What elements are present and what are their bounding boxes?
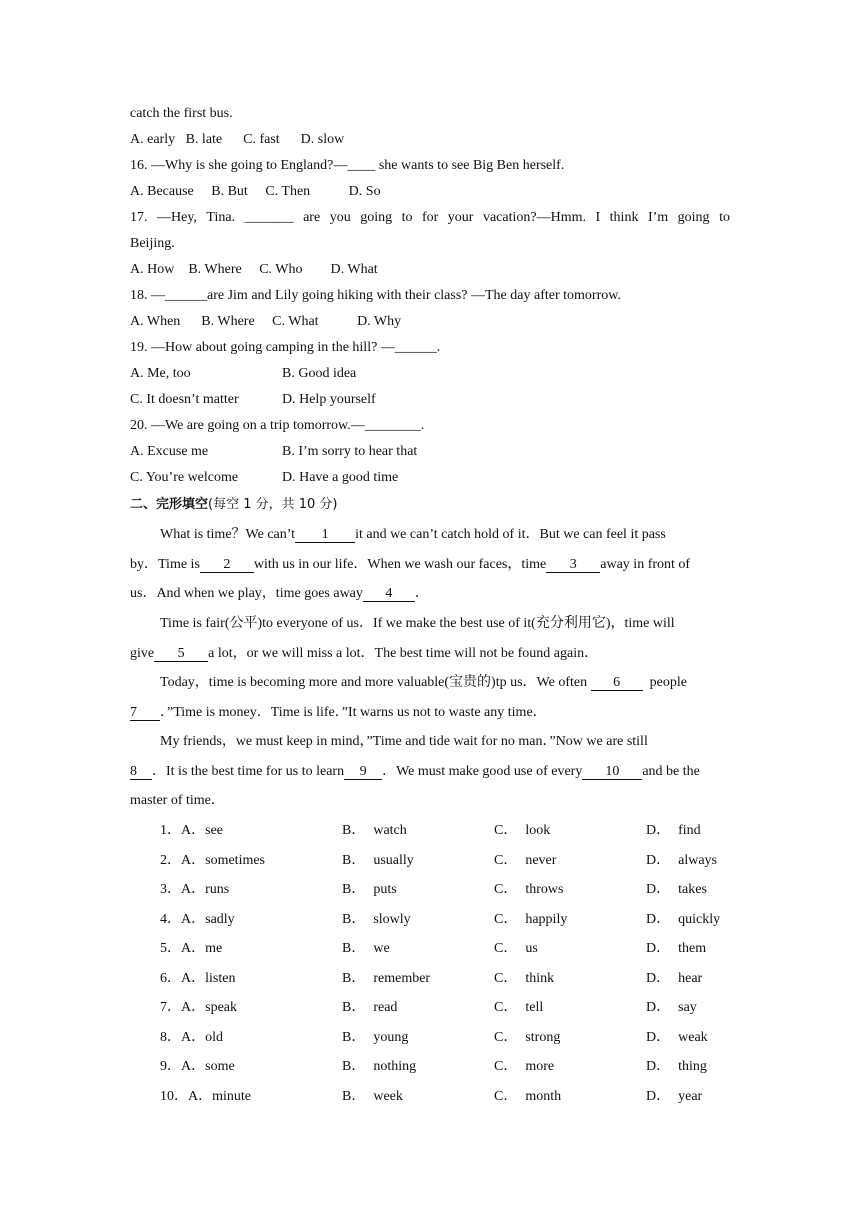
- option-text: watch: [373, 823, 407, 838]
- option-number: 5．A．: [160, 941, 206, 956]
- option-9-d: [646, 1058, 707, 1076]
- q20-option-a: A. Excuse me: [130, 444, 209, 459]
- blank-2: 2: [200, 557, 254, 573]
- q15-options: A. early B. late C. fast D. slow: [130, 132, 345, 147]
- section-note: (每空 1 分，共 10 分): [208, 497, 338, 512]
- blank-7: 7: [130, 705, 160, 721]
- option-letter: D．: [646, 912, 671, 927]
- option-8-b: [342, 1029, 408, 1047]
- passage-text: by．Time is: [130, 557, 200, 572]
- q17-stem: [130, 209, 730, 227]
- q17-word: I: [595, 210, 601, 225]
- option-10-c: [494, 1088, 561, 1106]
- option-1-a: [160, 822, 223, 840]
- passage-line-10: master of time．: [130, 793, 225, 808]
- passage-line-6: [130, 674, 730, 692]
- option-letter: B．: [342, 1089, 366, 1104]
- option-9-c: [494, 1058, 554, 1076]
- option-number: 8．A．: [160, 1030, 206, 1045]
- option-text: puts: [373, 882, 397, 897]
- option-text: throws: [525, 882, 564, 897]
- option-text: find: [678, 823, 701, 838]
- q16-stem: 16. —Why is she going to England?—____ she wants to see Big Ben herself.: [130, 158, 565, 173]
- q17-word: going: [360, 210, 393, 225]
- option-letter: B．: [342, 1059, 366, 1074]
- option-letter: B．: [342, 1000, 366, 1015]
- passage-text: us．And when we play，time goes away: [130, 586, 363, 601]
- option-number: 4．A．: [160, 912, 206, 927]
- option-9-a: [160, 1058, 235, 1076]
- option-letter: C．: [494, 1030, 518, 1045]
- option-5-a: [160, 940, 222, 958]
- option-letter: D．: [646, 823, 671, 838]
- option-letter: C．: [494, 1000, 518, 1015]
- option-2-c: [494, 852, 556, 870]
- option-text: hear: [678, 971, 703, 986]
- option-letter: B．: [342, 941, 366, 956]
- option-text: year: [678, 1089, 703, 1104]
- option-text: us: [525, 941, 538, 956]
- passage-line-7: [130, 704, 730, 722]
- option-5-d: [646, 940, 706, 958]
- option-letter: B．: [342, 971, 366, 986]
- q17-word: your: [447, 210, 474, 225]
- option-text: takes: [678, 882, 707, 897]
- option-text: nothing: [373, 1059, 417, 1074]
- option-letter: B．: [342, 823, 366, 838]
- option-3-b: [342, 881, 397, 899]
- option-text: strong: [525, 1030, 561, 1045]
- q20-option-c: C. You’re welcome: [130, 470, 239, 485]
- option-text: runs: [205, 882, 230, 897]
- q17-word: are: [303, 210, 321, 225]
- option-text: see: [205, 823, 224, 838]
- option-text: look: [525, 823, 551, 838]
- q17-word: you: [329, 210, 351, 225]
- q20-option-b: B. I’m sorry to hear that: [282, 444, 418, 459]
- option-letter: C．: [494, 941, 518, 956]
- option-letter: C．: [494, 823, 518, 838]
- q15-stem-end: catch the first bus.: [130, 106, 233, 121]
- passage-text: ．”Time is money．Time is life．”It warns us not to waste any time．: [160, 705, 547, 720]
- option-6-b: [342, 970, 430, 988]
- q19-option-d: D. Help yourself: [282, 392, 376, 407]
- option-letter: D．: [646, 1030, 671, 1045]
- q17-word: Tina.: [206, 210, 236, 225]
- passage-line-3: [130, 585, 730, 603]
- option-text: some: [205, 1059, 235, 1074]
- option-text: listen: [205, 971, 236, 986]
- option-letter: D．: [646, 1059, 671, 1074]
- q18-options: A. When B. Where C. What D. Why: [130, 314, 402, 329]
- option-letter: D．: [646, 853, 671, 868]
- passage-line-5: [130, 645, 730, 663]
- option-7-b: [342, 999, 397, 1017]
- option-letter: D．: [646, 971, 671, 986]
- blank-6: 6: [591, 675, 643, 691]
- option-text: tell: [525, 1000, 544, 1015]
- blank-8: 8: [130, 764, 152, 780]
- passage-text: ．: [414, 586, 429, 601]
- option-letter: D．: [646, 1000, 671, 1015]
- option-text: young: [373, 1030, 409, 1045]
- option-9-b: [342, 1058, 416, 1076]
- option-2-a: [160, 852, 265, 870]
- passage-text: What is time？We can’t: [160, 527, 296, 542]
- blank-1: 1: [295, 527, 355, 543]
- option-4-c: [494, 911, 567, 929]
- q17-word: to: [401, 210, 413, 225]
- passage-text: with us in our life．When we wash our faces，time: [253, 557, 547, 572]
- blank-9: 9: [344, 764, 382, 780]
- q18-stem: 18. —______are Jim and Lily going hiking with their class? —The day after tomorrow.: [130, 288, 621, 303]
- option-text: weak: [678, 1030, 708, 1045]
- option-10-a: [160, 1088, 251, 1106]
- option-letter: B．: [342, 882, 366, 897]
- option-1-d: [646, 822, 701, 840]
- option-8-a: [160, 1029, 223, 1047]
- option-5-c: [494, 940, 538, 958]
- q17-word: think: [609, 210, 639, 225]
- option-3-c: [494, 881, 563, 899]
- option-7-c: [494, 999, 543, 1017]
- option-text: them: [678, 941, 707, 956]
- passage-text: Today，time is becoming more and more valuable(宝贵的)tp us．We often: [160, 675, 588, 690]
- option-text: sometimes: [205, 853, 266, 868]
- passage-line-4: Time is fair(公平)to everyone of us．If we make the best use of it(充分利用它)，time will: [160, 616, 675, 631]
- option-number: 6．A．: [160, 971, 206, 986]
- option-letter: D．: [646, 941, 671, 956]
- q19-option-c: C. It doesn’t matter: [130, 392, 239, 407]
- blank-4: 4: [363, 586, 415, 602]
- option-text: always: [678, 853, 718, 868]
- option-letter: C．: [494, 971, 518, 986]
- option-6-c: [494, 970, 554, 988]
- option-text: happily: [525, 912, 568, 927]
- option-text: read: [373, 1000, 398, 1015]
- option-7-d: [646, 999, 697, 1017]
- option-text: old: [205, 1030, 224, 1045]
- option-text: say: [678, 1000, 697, 1015]
- option-number: 1．A．: [160, 823, 206, 838]
- q19-option-a: A. Me, too: [130, 366, 191, 381]
- q17-word: going: [677, 210, 710, 225]
- passage-line-8: My friends，we must keep in mind，”Time and tide wait for no man．”Now we are still: [160, 734, 648, 749]
- q19-option-b: B. Good idea: [282, 366, 357, 381]
- option-8-c: [494, 1029, 560, 1047]
- passage-text: it and we can’t catch hold of it．But we can feel it pass: [355, 527, 666, 542]
- option-letter: C．: [494, 1059, 518, 1074]
- option-4-d: [646, 911, 720, 929]
- option-number: 9．A．: [160, 1059, 206, 1074]
- q20-option-d: D. Have a good time: [282, 470, 399, 485]
- option-letter: B．: [342, 1030, 366, 1045]
- option-text: month: [525, 1089, 562, 1104]
- option-3-a: [160, 881, 229, 899]
- q17-word: vacation?—Hmm.: [482, 210, 586, 225]
- q17-word: 17.: [130, 210, 148, 225]
- q17-word: to: [719, 210, 730, 225]
- option-letter: C．: [494, 1089, 518, 1104]
- option-text: quickly: [678, 912, 721, 927]
- blank-5: 5: [154, 646, 208, 662]
- option-4-a: [160, 911, 235, 929]
- q17-word: I’m: [647, 210, 669, 225]
- option-letter: D．: [646, 882, 671, 897]
- option-text: we: [373, 941, 390, 956]
- option-10-d: [646, 1088, 702, 1106]
- blank-10: 10: [582, 764, 642, 780]
- option-letter: C．: [494, 882, 518, 897]
- passage-line-1: [130, 526, 730, 544]
- option-text: slowly: [373, 912, 411, 927]
- option-number: 2．A．: [160, 853, 206, 868]
- option-number: 7．A．: [160, 1000, 206, 1015]
- option-text: remember: [373, 971, 431, 986]
- passage-line-2: [130, 556, 730, 574]
- passage-text: and be the: [642, 764, 700, 779]
- option-2-d: [646, 852, 717, 870]
- option-3-d: [646, 881, 707, 899]
- q17-word: —Hey,: [157, 210, 197, 225]
- passage-text: ．We must make good use of every: [382, 764, 583, 779]
- q16-options: A. Because B. But C. Then D. So: [130, 184, 381, 199]
- option-number: 10．A．: [160, 1089, 213, 1104]
- passage-text: ．It is the best time for us to learn: [152, 764, 345, 779]
- option-letter: D．: [646, 1089, 671, 1104]
- option-text: never: [525, 853, 557, 868]
- section-heading: [130, 496, 338, 514]
- q19-stem: 19. —How about going camping in the hill? —______.: [130, 340, 441, 355]
- option-text: think: [525, 971, 555, 986]
- passage-line-9: [130, 763, 730, 781]
- option-8-d: [646, 1029, 708, 1047]
- option-text: minute: [212, 1089, 252, 1104]
- passage-text: away in front of: [600, 557, 691, 572]
- section-title: 二、完形填空: [130, 497, 209, 512]
- option-1-b: [342, 822, 407, 840]
- option-2-b: [342, 852, 414, 870]
- option-text: sadly: [205, 912, 235, 927]
- passage-text: give: [130, 646, 155, 661]
- blank-3: 3: [546, 557, 600, 573]
- option-text: week: [373, 1089, 403, 1104]
- option-10-b: [342, 1088, 403, 1106]
- option-1-c: [494, 822, 550, 840]
- passage-text: people: [649, 675, 687, 690]
- passage-text: a lot，or we will miss a lot．The best time will not be found again．: [208, 646, 599, 661]
- option-number: 3．A．: [160, 882, 206, 897]
- option-text: more: [525, 1059, 555, 1074]
- q17-stem-end: Beijing.: [130, 236, 175, 251]
- option-6-d: [646, 970, 702, 988]
- option-text: speak: [205, 1000, 238, 1015]
- option-letter: B．: [342, 912, 366, 927]
- option-5-b: [342, 940, 390, 958]
- q17-word: _______: [244, 210, 294, 225]
- option-4-b: [342, 911, 411, 929]
- q20-stem: 20. —We are going on a trip tomorrow.—________.: [130, 418, 425, 433]
- q17-word: for: [421, 210, 439, 225]
- option-letter: C．: [494, 912, 518, 927]
- option-letter: C．: [494, 853, 518, 868]
- option-6-a: [160, 970, 235, 988]
- option-7-a: [160, 999, 237, 1017]
- q17-options: A. How B. Where C. Who D. What: [130, 262, 378, 277]
- option-letter: B．: [342, 853, 366, 868]
- option-text: thing: [678, 1059, 707, 1074]
- option-text: me: [205, 941, 223, 956]
- option-text: usually: [373, 853, 414, 868]
